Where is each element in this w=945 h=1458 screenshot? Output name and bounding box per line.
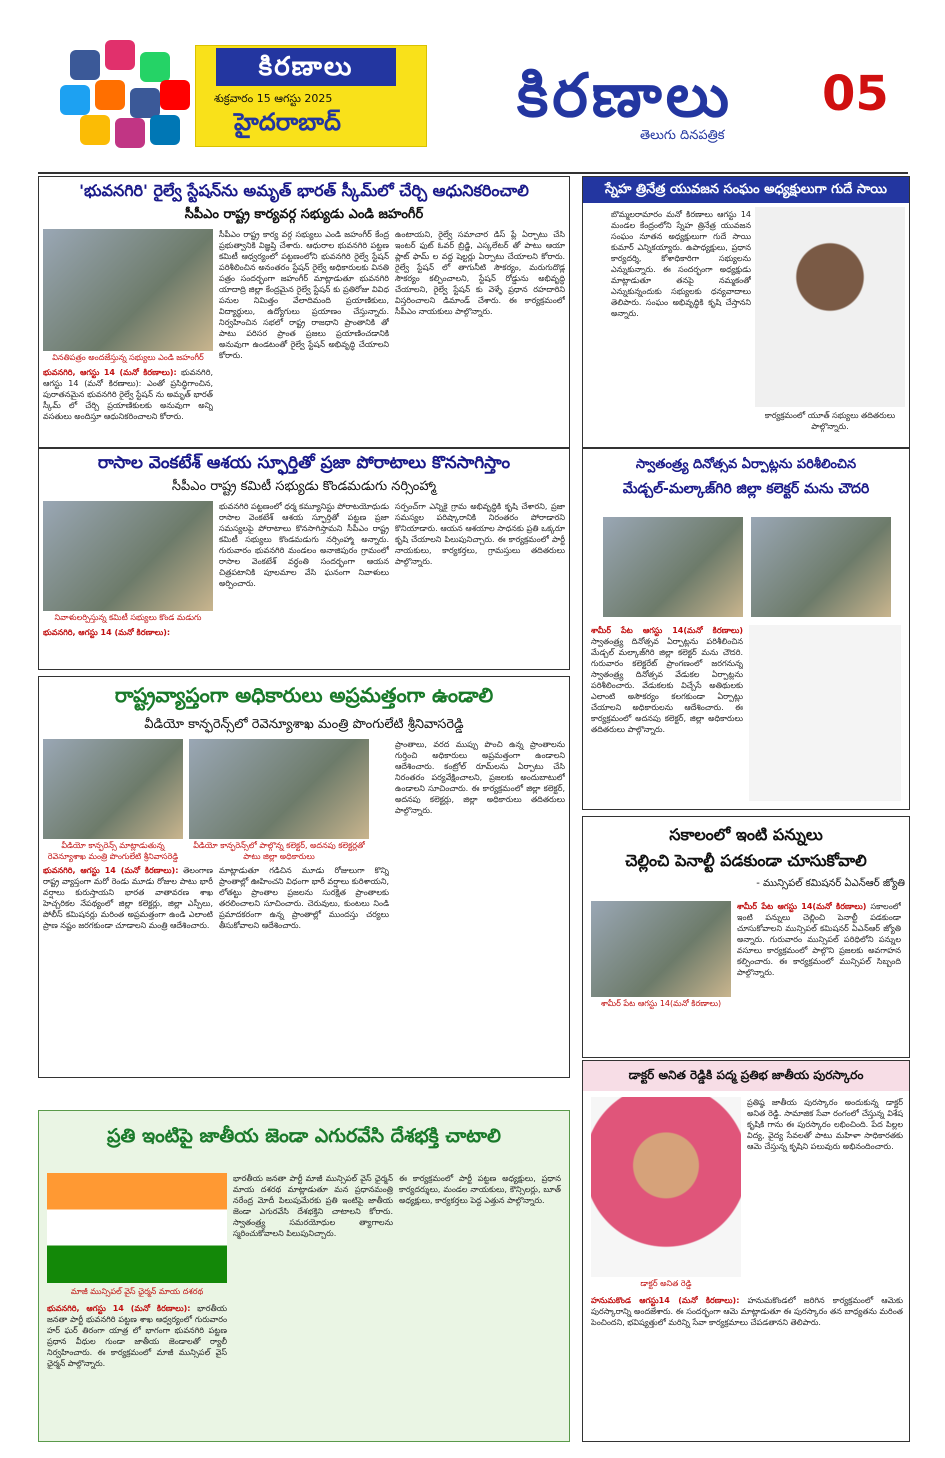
article-bhuvanagiri-railway — [38, 176, 570, 448]
article-body: బొమ్మలరామారం మనో కిరణాలు ఆగస్టు 14 మండల కేంద్రంలోని స్నేహ త్రినేత్ర యువజన సంఘం నూతన అధ్యక్షులుగా గుదే సాయి కుమార్ ఎన్నికయ్యారు. ఉపాధ్యక్షులు, ప్రధాన కార్యదర్శి, కోశాధికారిగా సభ్యులను ఎన్నుకున్నారు. ఈ సందర్భంగా అధ్యక్షుడు మాట్లాడుతూ తనపై నమ్మకంతో ఎన్నుకున్నందుకు సభ్యులకు ధన్యవాదాలు తెలిపారు. సంఘం అభివృద్ధికి కృషి చేస్తానని అన్నారు. — [611, 210, 751, 318]
photo-caption: వినతిపత్రం అందజేస్తున్న సభ్యులు ఎండి జహంగీర్ — [52, 353, 204, 362]
article-photo-1 — [603, 517, 743, 617]
article-body — [43, 367, 213, 443]
article-body-col1 — [737, 901, 901, 1051]
masthead-rule — [38, 172, 908, 174]
portrait-photo — [755, 207, 905, 407]
article-subheadline: సీపీఎం రాష్ట్ర కమిటీ సభ్యుడు కొండమడుగు నర్సింహ్మా — [171, 479, 437, 494]
photo-caption: మాజీ మున్సిపల్ వైస్ ఛైర్మన్ మాయ దశరథ — [70, 1287, 204, 1296]
article-body-text: హనుమకొండలో జరిగిన కార్యక్రమంలో ఆమెకు పురస్కారాన్ని అందజేశారు. ఈ సందర్భంగా ఆమె మాట్లాడుతూ ఈ పురస్కారం తన బాధ్యతను మరింత పెంచిందని, భవిష్యత్తులో మరిన్ని సేవా కార్యక్రమాలు చేపడతానని తెలిపారు. — [591, 1296, 903, 1327]
article-photo — [43, 501, 213, 611]
article-headline: రాష్ట్రవ్యాప్తంగా అధికారులు అప్రమత్తంగా ఉండాలి — [114, 683, 494, 707]
article-headline: స్నేహ త్రినేత్ర యువజన సంఘం అధ్యక్షులుగా గుదే సాయి — [583, 177, 909, 203]
newspaper-tagline: తెలుగు దినపత్రిక — [640, 128, 725, 143]
minister-photo — [43, 739, 183, 839]
article-body-col2: ఉంటాయని, రైల్వే సమాచార డిస్ ప్లే ఏర్పాటు చేసి ఇంటర్ ఫుట్ ఓవర్ బ్రిడ్జి, ఎస్కలేటర్ తో పాటు ఆయా ప్లాట్ ఫామ్ ల వద్ద షెల్టర్లు ఏర్పాటు చేయాలని కోరారు. రైల్వే స్టేషన్ లో తాగునీటి సౌకర్యం, మరుగుదొడ్ల సౌకర్యం కల్పించాలని, స్టేషన్ రోడ్డును అభివృద్ధి చేయాలని, రైల్వే స్టేషన్ కు వెళ్ళే ప్రధాన రహదారిని విస్తరించాలని డిమాండ్ చేశారు. ఈ కార్యక్రమంలో సీపీఎం నాయకులు పాల్గొన్నారు. — [395, 230, 565, 316]
article-body-col1: ప్రతిష్ఠ జాతీయ పురస్కారం అందుకున్న డాక్టర్ అనిత రెడ్డి. సామాజిక సేవా రంగంలో చేస్తున్న విశేష కృషికి గాను ఈ పురస్కారం లభించింది. పేద పిల్లల విద్య, వైద్య సేవలతో పాటు మహిళా సాధికారతకు ఆమె చేస్తున్న కృషిని పలువురు అభినందించారు. — [747, 1098, 903, 1151]
edition-city: హైదరాబాద్ — [234, 108, 341, 136]
article-body-text: తెలంగాణ రాష్ట్ర వ్యాప్తంగా మరో రెండు మూడు రోజుల పాటు భారీ వర్షాలు కురుస్తాయని భారత వాతావరణ శాఖ హెచ్చరికల నేపథ్యంలో జిల్లా కలెక్టర్లు, జిల్లా ఎస్పీలు, పోలీస్ కమిషనర్లు మరింత అప్రమత్తంగా ఉండి ఎలాంటి ప్రాణ నష్టం జరగకుండా చూడాలని మంత్రి ఆదేశించారు. — [43, 866, 213, 930]
small-brand-logo: కిరణాలు — [216, 48, 396, 86]
article-revenue-minister — [38, 676, 570, 1078]
article-body-col2 — [749, 625, 901, 801]
article-body-col1: భువనగిరి పట్టణంలో ధర్మ కమ్యూనిస్టు పోరాటయోధుడు రాసాల వెంకటేశ్ ఆశయ స్ఫూర్తితో పట్టణ ప్రజా సమస్యలపై పోరాటాలు కొనసాగిస్తామని సీపీఎం రాష్ట్ర కమిటీ సభ్యులు కొండమడుగు నర్సింహ్మా అన్నారు. గురువారం భువనగిరి మండలం అనాజిపురం గ్రామంలో రాసాల వెంకటేశ్ వర్ధంతి సందర్భంగా ఆయన చిత్రపటానికి పూలమాల వేసి ఘనంగా నివాళులు అర్పించారు. — [219, 502, 389, 588]
photo-caption: నివాళులర్పిస్తున్న కమిటీ సభ్యులు కొండ మడుగు — [54, 613, 202, 622]
article-headline-line2: చెల్లించి పెనాల్టీ పడకుండా చూసుకోవాలి — [625, 851, 867, 870]
article-body-col1 — [591, 625, 743, 801]
article-subheadline: సీపీఎం రాష్ట్ర కార్యవర్గ సభ్యుడు ఎండి జహంగీర్ — [184, 207, 424, 222]
article-body-col1 — [43, 865, 213, 1073]
masthead — [0, 0, 945, 150]
conference-photo — [189, 739, 369, 839]
article-body-col2: భారతీయ జనతా పార్టీ మాజీ మున్సిపల్ వైస్ ఛైర్మన్ మాయ దశరథ మాట్లాడుతూ మన ప్రధానమంత్రి నరేంద్ర మోదీ పిలుపుమేరకు ప్రతి ఇంటిపై జాతీయ జెండా ఎగురవేసి దేశభక్తిని చాటాలని కోరారు. స్వాతంత్ర్య సమరయోధుల త్యాగాలను స్మరించుకోవాలని పిలుపునిచ్చారు. — [233, 1174, 393, 1238]
article-body-col3: ఈ కార్యక్రమంలో పార్టీ పట్టణ అధ్యక్షులు, ప్రధాన కార్యదర్శులు, మండల నాయకులు, కౌన్సిలర్లు, బూత్ అధ్యక్షులు, కార్యకర్తలు పెద్ద ఎత్తున పాల్గొన్నారు. — [399, 1174, 561, 1205]
article-dateline: భువనగిరి, ఆగస్టు 14 (మనో కిరణాలు): — [43, 866, 179, 875]
photo-caption-2: వీడియో కాన్ఫరెన్స్‌లో పాల్గొన్న కలెక్టర్, అదనపు కలెక్టర్లతో పాటు జిల్లా అధికారులు — [193, 841, 365, 861]
article-subheadline: వీడియో కాన్ఫరెన్స్‌లో రెవెన్యూశాఖ మంత్రి పొంగులేటి శ్రీనివాసరెడ్డి — [144, 717, 464, 732]
article-dateline: హనుమకొండ ఆగస్టు14 (మనో కిరణాలు): — [591, 1296, 740, 1305]
article-headline: రాసాల వెంకటేశ్ ఆశయ స్ఫూర్తితో ప్రజా పోరాటాలు కొనసాగిస్తాం — [97, 453, 511, 473]
photo-caption: కార్యక్రమంలో యూత్ సభ్యులు తదితరులు పాల్గొన్నారు. — [764, 411, 896, 431]
article-body-text: భారతీయ జనతా పార్టీ భువనగిరి పట్టణ శాఖ ఆధ్వర్యంలో గురువారం హర్ ఘర్ తిరంగా యాత్ర లో భాగంగా భువనగిరి పట్టణ ప్రధాన వీధుల గుండా జాతీయ జెండాలతో ర్యాలీ నిర్వహించారు. ఈ కార్యక్రమంలో మాజీ మున్సిపల్ వైస్ ఛైర్మన్ పాల్గొన్నారు. — [47, 1304, 227, 1368]
article-body-col2 — [591, 1295, 903, 1435]
article-body-col1 — [47, 1303, 227, 1433]
article-headline: 'భువనగిరి' రైల్వే స్టేషన్‌ను అమృత్ భారత్ స్కీమ్‌లో చేర్చి ఆధునికరించాలి — [79, 181, 529, 200]
photo-caption-1: వీడియో కాన్ఫరెన్స్ మాట్లాడుతున్న రెవెన్యూశాఖ మంత్రి పొంగులేటి శ్రీనివాసరెడ్డి — [47, 841, 179, 861]
newspaper-title: కిరణాలు — [516, 61, 734, 131]
social-media-cubes-illustration — [60, 40, 190, 150]
article-body-col3: ప్రాంతాలు, వరద ముప్పు పొంచి ఉన్న ప్రాంతాలను గుర్తించి అధికారులు అప్రమత్తంగా ఉండాలని ఆదేశించారు. కంట్రోల్ రూమ్‌లను ఏర్పాటు చేసి నిరంతరం పర్యవేక్షించాలని, ప్రజలకు అందుబాటులో ఉండాలని సూచించారు. ఈ కార్యక్రమంలో జిల్లా కలెక్టర్, అదనపు కలెక్టర్లు, జిల్లా అధికారులు తదితరులు పాల్గొన్నారు. — [395, 740, 565, 815]
edition-box — [195, 45, 427, 147]
photo-caption: శామీర్ పేట ఆగస్టు 14(మనో కిరణాలు) — [600, 999, 722, 1008]
article-dateline: భువనగిరి, ఆగస్టు 14 (మనో కిరణాలు): — [47, 1304, 191, 1313]
article-dateline: శామీర్ పేట ఆగస్టు 14(మనో కిరణాలు) — [737, 902, 867, 911]
article-headline: స్వాతంత్ర్య దినోత్సవ ఏర్పాట్లను పరిశీలించిన — [635, 457, 857, 472]
article-body-col2: సర్పంచ్‌గా ఎన్నికై గ్రామ అభివృద్ధికి కృషి చేశారని, ప్రజా సమస్యల పరిష్కారానికి నిరంతరం పోరాడారని కొనియాడారు. ఆయన ఆశయాల సాధనకు ప్రతి ఒక్కరూ కృషి చేయాలని పిలుపునిచ్చారు. ఈ కార్యక్రమంలో పార్టీ నాయకులు, కార్యకర్తలు, గ్రామస్తులు తదితరులు పాల్గొన్నారు. — [395, 502, 565, 566]
article-headline: డాక్టర్ అనిత రెడ్డికి పద్మ ప్రతిభ జాతీయ పురస్కారం — [628, 1068, 864, 1082]
article-headline-line2: మేడ్చల్-మల్కాజ్‌గిరి జిల్లా కలెక్టర్ మను చౌదరి — [622, 481, 870, 497]
article-anitha-reddy-award — [582, 1060, 910, 1442]
article-property-tax — [582, 816, 910, 1058]
article-body-col2: మాట్లాడుతూ గడిచిన మూడు రోజులుగా కొన్ని ప్రాంతాల్లో ఊహించని విధంగా భారీ వర్షాలు కురిశాయని, లోతట్టు ప్రాంతాల ప్రజలను సురక్షిత ప్రాంతాలకు తరలించాలని సూచించారు. చెరువులు, కుంటలు నిండి ప్రమాదకరంగా ఉన్న ప్రాంతాల్లో ముందస్తు చర్యలు తీసుకోవాలని ఆదేశించారు. — [219, 866, 389, 930]
article-har-ghar-tiranga — [38, 1110, 570, 1442]
article-byline: - మున్సిపల్ కమిషనర్ ఏఎన్ఆర్ జ్యోతి — [756, 878, 905, 889]
article-dateline: శామీర్ పేట ఆగస్టు 14(మనో కిరణాలు) — [591, 626, 743, 635]
article-body-text: సకాలంలో ఇంటి పన్నులు చెల్లించి పెనాల్టీ పడకుండా చూసుకోవాలని మున్సిపల్ కమిషనర్ ఏఎన్ఆర్ జ్యోతి అన్నారు. గురువారం మున్సిపల్ పరిధిలోని పన్నుల వసూలు కార్యక్రమంలో పాల్గొని ప్రజలకు అవగాహన కల్పించారు. ఈ కార్యక్రమంలో మున్సిపల్ సిబ్బంది పాల్గొన్నారు. — [737, 902, 901, 977]
article-dateline: భువనగిరి, ఆగస్టు 14 (మనో కిరణాలు): — [43, 628, 171, 637]
article-body-col1: సీపీఎం రాష్ట్ర కార్య వర్గ సభ్యులు ఎండి జహంగీర్ కేంద్ర ప్రభుత్వానికి విజ్ఞప్తి చేశారు. ఆధురాల భువనగిరి పట్టణ కమిటీ ఆధ్వర్యంలో పట్టణంలోని భువనగిరి రైల్వే స్టేషన్ పరిశీలించిన అనంతరం స్టేషన్ రైల్వే అధికారులకు వినతి పత్రం సందర్భంగా జహంగీర్ మాట్లాడుతూ భువనగిరి యాదాద్రి జిల్లా కేంద్రమైన రైల్వే స్టేషన్ కు ప్రతిరోజు వివిధ పనుల నిమిత్తం వేలాదిమంది ప్రయాణికులు, విద్యార్థులు, ఉద్యోగులు ప్రయాణం చేస్తున్నారు. నిర్వహించిన సభలో రాష్ట్ర రాజధాని ప్రాంతానికి తో పాటు పరిసర ప్రాంత ప్రజలు ప్రయాణించడానికి అనువుగా ఉండటంతో రైల్వే స్టేషన్ అభివృద్ధి చేయాలని కోరారు. — [219, 230, 389, 360]
page-number: 05 — [822, 66, 889, 122]
article-photo-2 — [751, 517, 891, 617]
portrait-photo — [591, 1097, 741, 1277]
issue-date: శుక్రవారం 15 ఆగస్టు 2025 — [214, 92, 333, 105]
photo-caption: డాక్టర్ అనిత రెడ్డి — [640, 1279, 692, 1288]
article-dateline-col — [43, 627, 213, 665]
article-body-lead: భువనగిరి, ఆగస్టు 14 (మనో కిరణాలు): ఎంతో ప్రసిద్ధిగాంచిన, పురాతనమైన భువనగిరి రైల్వే స్టేషన్ ను అమృత్ భారత్ స్కీమ్ లో చేర్చి ప్రయాణికులకు అనువుగా అన్ని వసతులు అందిస్తూ ఆధునికరించాలని కోరారు. — [43, 368, 213, 421]
article-rasala-venkatesh — [38, 448, 570, 670]
article-collector-inspection — [582, 448, 910, 810]
article-youth-association — [582, 176, 910, 448]
article-dateline: భువనగిరి, ఆగస్టు 14 (మనో కిరణాలు): — [43, 368, 177, 377]
article-body-text: స్వాతంత్ర్య దినోత్సవ ఏర్పాట్లను పరిశీలించిన మేడ్చల్ మల్కాజ్‌గిరి జిల్లా కలెక్టర్ మను చౌదరి. గురువారం కలెక్టరేట్ ప్రాంగణంలో జరగనున్న స్వాతంత్ర్య దినోత్సవ వేడుకల ఏర్పాట్లను పరిశీలించారు. వేడుకలకు విచ్చేసే అతిథులకు ఎలాంటి అసౌకర్యం కలగకుండా ఏర్పాట్లు చేయాలని అధికారులను ఆదేశించారు. ఈ కార్యక్రమంలో అదనపు కలెక్టర్, జిల్లా అధికారులు తదితరులు పాల్గొన్నారు. — [591, 637, 743, 734]
article-headline: సకాలంలో ఇంటి పన్నులు — [669, 825, 823, 844]
rally-photo — [47, 1173, 227, 1283]
article-photo — [43, 229, 213, 351]
article-headline: ప్రతి ఇంటిపై జాతీయ జెండా ఎగురవేసి దేశభక్తి చాటాలి — [107, 1125, 501, 1147]
article-photo — [591, 901, 731, 997]
